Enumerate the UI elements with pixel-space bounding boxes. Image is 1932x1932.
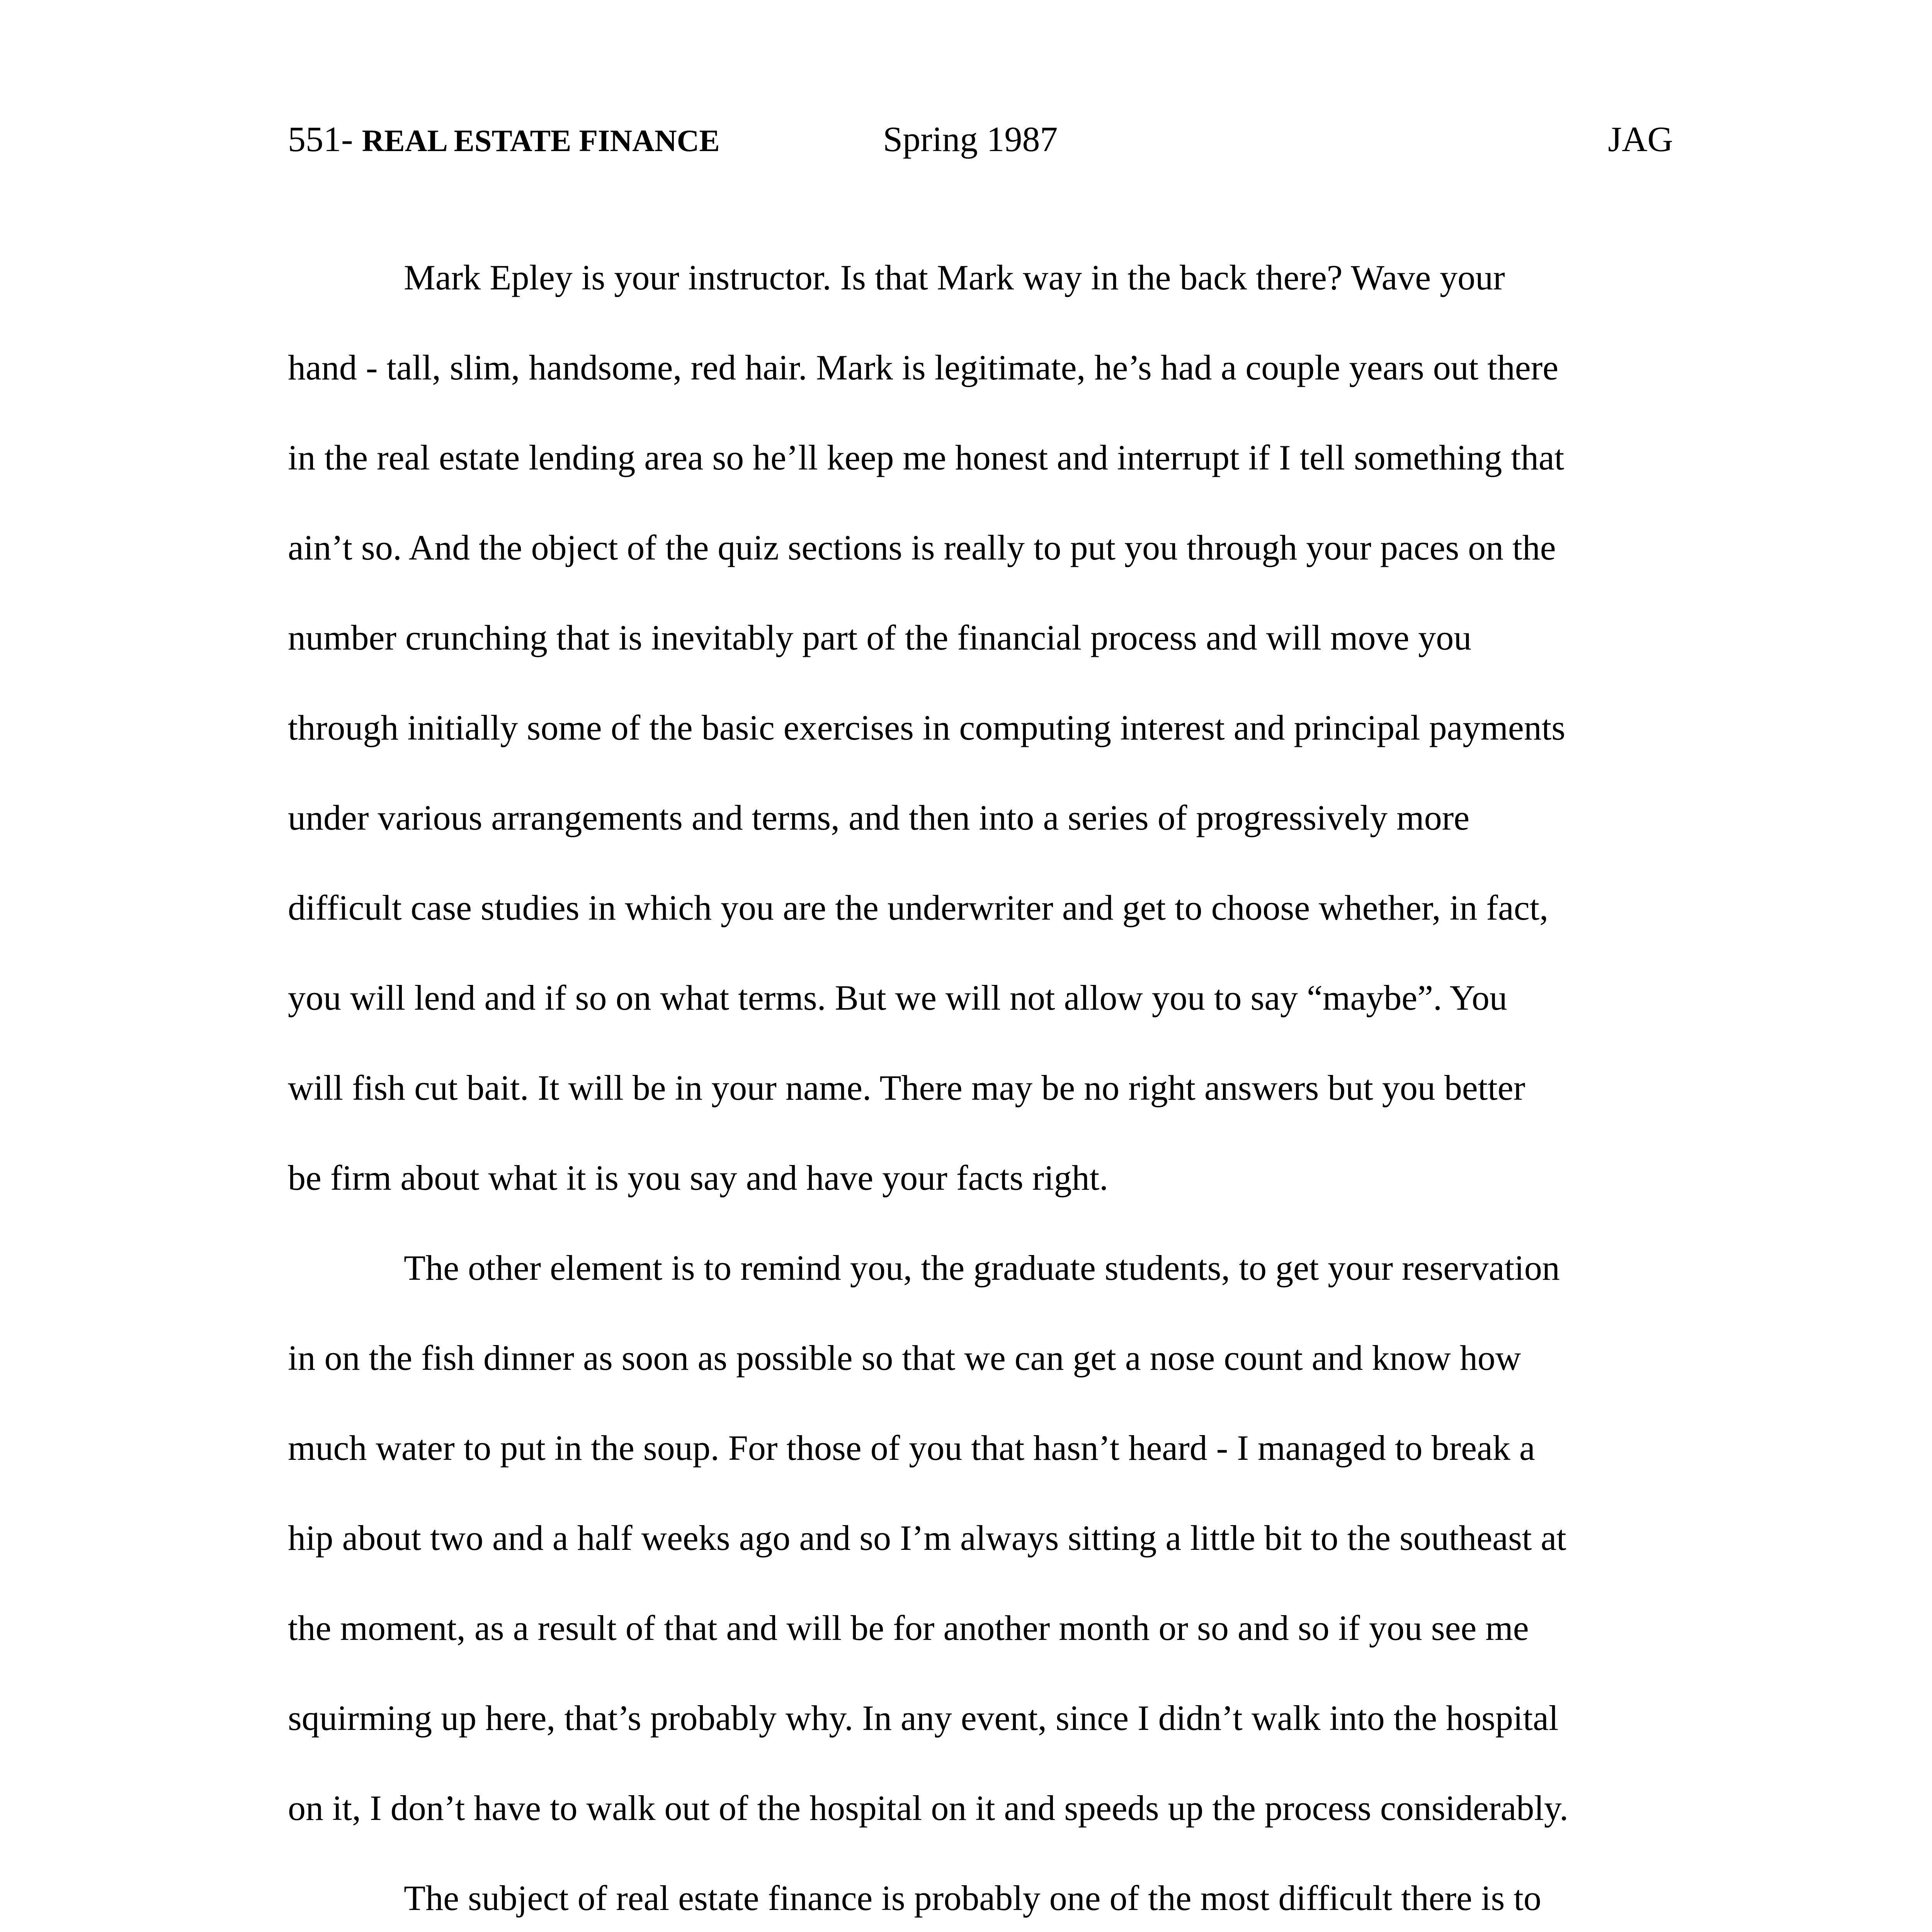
paragraph-1: Mark Epley is your instructor. Is that Mark way in the back there? Wave your hand - tall, slim, handsome, red hair. Mark is legitimate, he’s had a couple years out there in the real estate lending area so he’ll keep me honest and interrupt if I tell something that ain’t so. And the object of the quiz sections is really to put you through your paces on the number crunching that is inevitably part of the financial process and will move you through initially some of the basic exercises in computing interest and principal payments under various arrangements and terms, and then into a series of progressively more difficult case studies in which you are the underwriter and get to choose whether, in fact, you will lend and if so on what terms. But we will not allow you to say “maybe”. You will fish cut bait. It will be in your name. There may be no right answers but you better be firm about what it is you say and have your facts right.: [288, 258, 1566, 1197]
paragraph-3: The subject of real estate finance is probably one of the most difficult there is to: [404, 1878, 1541, 1918]
header-term: Spring 1987: [883, 119, 1058, 159]
paragraph-2: The other element is to remind you, the graduate students, to get your reservation in on the fish dinner as soon as possible so that we can get a nose count and know how much water to put in the soup. For those of you that hasn’t heard - I managed to break a hip about two and a half weeks ago and so I’m always sitting a little bit to the southeast at the moment, as a result of that and will be for another month or so and so if you see me squirming up here, that’s probably why. In any event, since I didn’t walk into the hospital on it, I don’t have to walk out of the hospital on it and speeds up the process considerably.: [288, 1248, 1568, 1828]
transcript-body: [288, 233, 1679, 1932]
header-initials: JAG: [1608, 119, 1673, 159]
header-course-title: REAL ESTATE FINANCE: [362, 124, 720, 158]
header-course-number: 551-: [288, 119, 362, 159]
header-course: [288, 112, 720, 168]
page-header: [288, 112, 1673, 166]
